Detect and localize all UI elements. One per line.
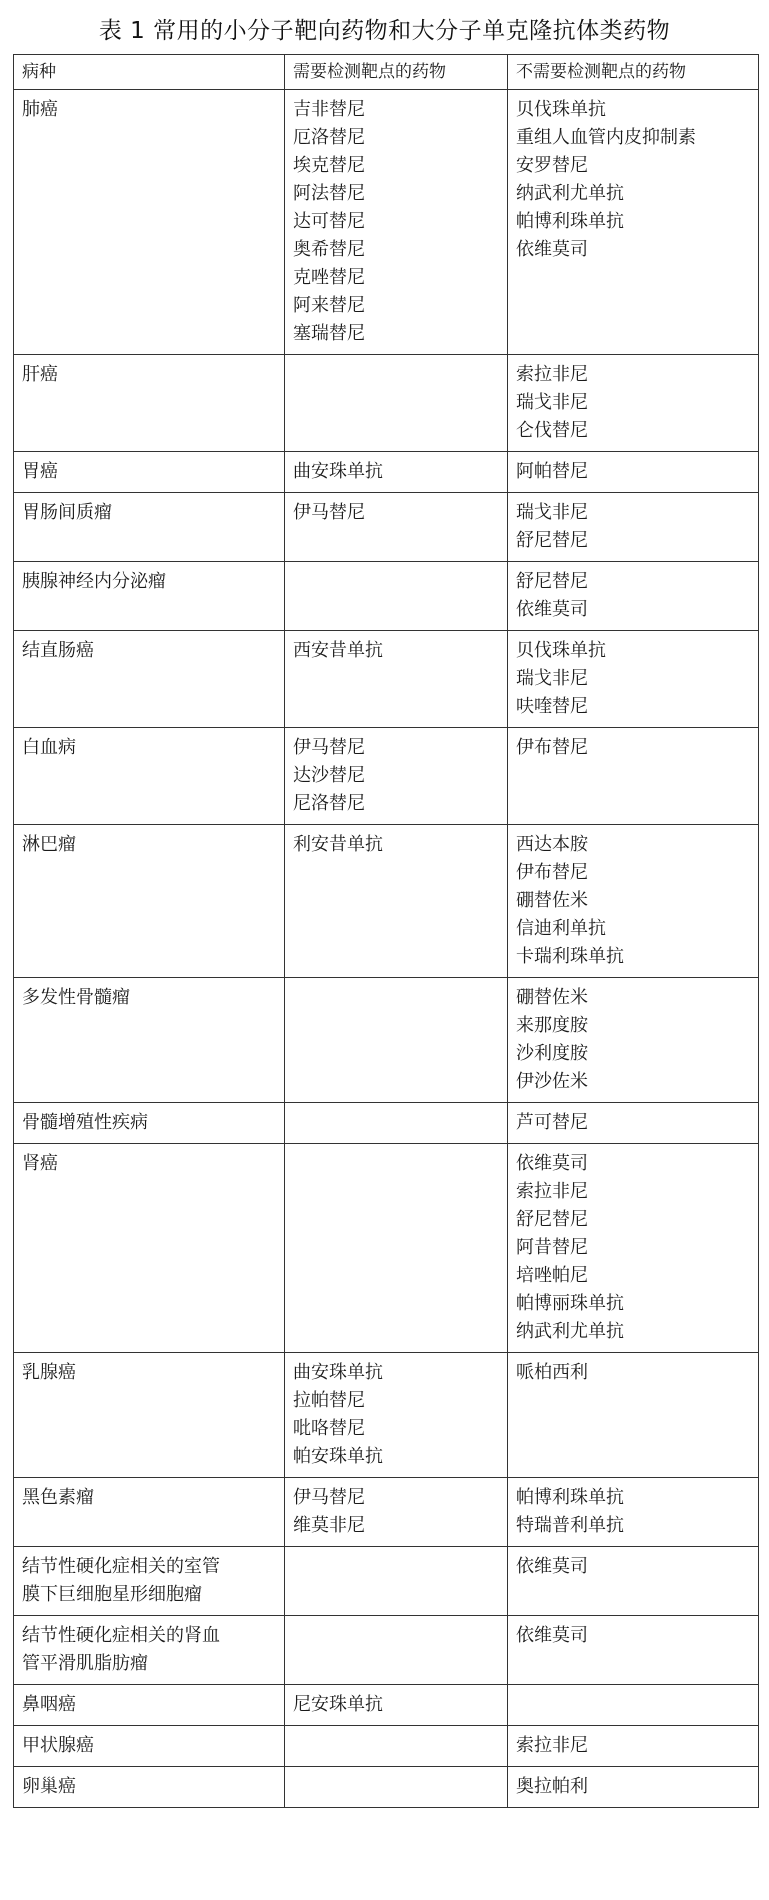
disease-name: 胃癌 (22, 461, 58, 482)
targeted-drugs-cell (285, 1478, 508, 1547)
drug-name: 阿来替尼 (293, 295, 365, 316)
nontargeted-drugs-cell (508, 1103, 759, 1144)
targeted-drugs-cell (285, 90, 508, 355)
nontargeted-drugs-cell (508, 1616, 759, 1685)
drug-name: 瑞戈非尼 (516, 668, 588, 689)
disease-name: 乳腺癌 (22, 1362, 76, 1383)
disease-name: 胰腺神经内分泌瘤 (22, 571, 166, 592)
table-header-row (14, 55, 759, 90)
drug-name: 塞瑞替尼 (293, 323, 365, 344)
table-body (14, 90, 759, 1808)
disease-cell (14, 1144, 285, 1353)
drug-name: 舒尼替尼 (516, 1209, 588, 1230)
drug-name: 纳武利尤单抗 (516, 1321, 624, 1342)
table-row (14, 1478, 759, 1547)
drug-name: 厄洛替尼 (293, 127, 365, 148)
table-row (14, 1547, 759, 1616)
nontargeted-drugs-cell (508, 452, 759, 493)
disease-name: 膜下巨细胞星形细胞瘤 (22, 1584, 202, 1605)
disease-name: 卵巢癌 (22, 1776, 76, 1797)
targeted-drugs-cell (285, 562, 508, 631)
disease-cell (14, 825, 285, 978)
drug-name: 帕博利珠单抗 (516, 1487, 624, 1508)
drug-name: 沙利度胺 (516, 1043, 588, 1064)
targeted-drugs-cell (285, 1616, 508, 1685)
drug-name: 纳武利尤单抗 (516, 183, 624, 204)
table-row (14, 1103, 759, 1144)
disease-cell (14, 978, 285, 1103)
drug-name: 奥拉帕利 (516, 1776, 588, 1797)
drug-name: 伊马替尼 (293, 502, 365, 523)
targeted-drugs-cell (285, 978, 508, 1103)
drug-name: 西安昔单抗 (293, 640, 383, 661)
disease-cell (14, 1685, 285, 1726)
disease-name: 甲状腺癌 (22, 1735, 94, 1756)
drug-name: 依维莫司 (516, 1153, 588, 1174)
drug-name: 瑞戈非尼 (516, 502, 588, 523)
disease-cell (14, 1726, 285, 1767)
targeted-drugs-cell (285, 493, 508, 562)
drug-name: 贝伐珠单抗 (516, 99, 606, 120)
targeted-drugs-cell (285, 452, 508, 493)
disease-name: 肺癌 (22, 99, 58, 120)
disease-cell (14, 1547, 285, 1616)
nontargeted-drugs-cell (508, 1726, 759, 1767)
drug-name: 伊马替尼 (293, 1487, 365, 1508)
disease-name: 骨髓增殖性疾病 (22, 1112, 148, 1133)
disease-name: 白血病 (22, 737, 76, 758)
disease-name: 淋巴瘤 (22, 834, 76, 855)
drug-name: 来那度胺 (516, 1015, 588, 1036)
drug-name: 芦可替尼 (516, 1112, 588, 1133)
table-row (14, 1726, 759, 1767)
drug-name: 埃克替尼 (293, 155, 365, 176)
header-targeted-drugs: 需要检测靶点的药物 (285, 55, 508, 90)
header-nontargeted-drugs: 不需要检测靶点的药物 (508, 55, 759, 90)
table-row (14, 562, 759, 631)
table-row (14, 355, 759, 452)
table-row (14, 452, 759, 493)
drug-name: 帕博利珠单抗 (516, 211, 624, 232)
drug-name: 索拉非尼 (516, 1735, 588, 1756)
drug-name: 帕博丽珠单抗 (516, 1293, 624, 1314)
drug-name: 拉帕替尼 (293, 1390, 365, 1411)
drug-name: 达可替尼 (293, 211, 365, 232)
table-row (14, 1616, 759, 1685)
table-row (14, 1685, 759, 1726)
drug-name: 伊布替尼 (516, 862, 588, 883)
drug-name: 利安昔单抗 (293, 834, 383, 855)
drug-name: 依维莫司 (516, 239, 588, 260)
disease-cell (14, 1103, 285, 1144)
nontargeted-drugs-cell (508, 728, 759, 825)
disease-cell (14, 728, 285, 825)
table-row (14, 493, 759, 562)
disease-cell (14, 1478, 285, 1547)
disease-cell (14, 355, 285, 452)
table-row (14, 978, 759, 1103)
drug-name: 舒尼替尼 (516, 530, 588, 551)
table-title: 表 1 常用的小分子靶向药物和大分子单克隆抗体类药物 (98, 18, 671, 44)
table-row (14, 1144, 759, 1353)
disease-cell (14, 562, 285, 631)
nontargeted-drugs-cell (508, 493, 759, 562)
drug-name: 维莫非尼 (293, 1515, 365, 1536)
disease-name: 多发性骨髓瘤 (22, 987, 130, 1008)
targeted-drugs-cell (285, 1353, 508, 1478)
drug-name: 信迪利单抗 (516, 918, 606, 939)
drug-name: 尼洛替尼 (293, 793, 365, 814)
nontargeted-drugs-cell (508, 1685, 759, 1726)
disease-name: 鼻咽癌 (22, 1694, 76, 1715)
drug-name: 阿法替尼 (293, 183, 365, 204)
nontargeted-drugs-cell (508, 1353, 759, 1478)
disease-name: 管平滑肌脂肪瘤 (22, 1653, 148, 1674)
disease-cell (14, 1767, 285, 1808)
drug-name: 曲安珠单抗 (293, 1362, 383, 1383)
disease-name: 肝癌 (22, 364, 58, 385)
targeted-drugs-cell (285, 1767, 508, 1808)
disease-name: 结节性硬化症相关的室管 (22, 1556, 220, 1577)
disease-name: 胃肠间质瘤 (22, 502, 112, 523)
nontargeted-drugs-cell (508, 1478, 759, 1547)
drug-name: 吉非替尼 (293, 99, 365, 120)
drug-name: 伊布替尼 (516, 737, 588, 758)
nontargeted-drugs-cell (508, 1547, 759, 1616)
table-row (14, 1353, 759, 1478)
drug-name: 曲安珠单抗 (293, 461, 383, 482)
nontargeted-drugs-cell (508, 825, 759, 978)
nontargeted-drugs-cell (508, 1144, 759, 1353)
targeted-drugs-cell (285, 1685, 508, 1726)
drug-name: 贝伐珠单抗 (516, 640, 606, 661)
disease-cell (14, 1353, 285, 1478)
drug-name: 舒尼替尼 (516, 571, 588, 592)
drug-name: 索拉非尼 (516, 364, 588, 385)
disease-name: 肾癌 (22, 1153, 58, 1174)
drug-name: 奥希替尼 (293, 239, 365, 260)
drug-name: 哌柏西利 (516, 1362, 588, 1383)
targeted-drugs-cell (285, 1547, 508, 1616)
disease-cell (14, 493, 285, 562)
drug-name: 伊马替尼 (293, 737, 365, 758)
drug-name: 重组人血管内皮抑制素 (516, 127, 696, 148)
drug-name: 依维莫司 (516, 599, 588, 620)
targeted-drugs-cell (285, 728, 508, 825)
drug-name: 呋喹替尼 (516, 696, 588, 717)
drug-name: 阿昔替尼 (516, 1237, 588, 1258)
targeted-drugs-cell (285, 631, 508, 728)
nontargeted-drugs-cell (508, 562, 759, 631)
disease-cell (14, 90, 285, 355)
targeted-drugs-cell (285, 825, 508, 978)
drug-name: 硼替佐米 (516, 890, 588, 911)
drug-name: 西达本胺 (516, 834, 588, 855)
drug-table (13, 54, 759, 1808)
disease-cell (14, 1616, 285, 1685)
nontargeted-drugs-cell (508, 90, 759, 355)
table-row (14, 90, 759, 355)
drug-name: 阿帕替尼 (516, 461, 588, 482)
drug-name: 依维莫司 (516, 1556, 588, 1577)
drug-name: 卡瑞利珠单抗 (516, 946, 624, 967)
drug-name: 吡咯替尼 (293, 1418, 365, 1439)
disease-name: 黑色素瘤 (22, 1487, 94, 1508)
drug-name: 安罗替尼 (516, 155, 588, 176)
drug-name: 硼替佐米 (516, 987, 588, 1008)
nontargeted-drugs-cell (508, 1767, 759, 1808)
drug-name: 达沙替尼 (293, 765, 365, 786)
disease-name: 结节性硬化症相关的肾血 (22, 1625, 220, 1646)
targeted-drugs-cell (285, 1726, 508, 1767)
targeted-drugs-cell (285, 1103, 508, 1144)
table-row (14, 825, 759, 978)
drug-name: 克唑替尼 (293, 267, 365, 288)
drug-name: 特瑞普利单抗 (516, 1515, 624, 1536)
targeted-drugs-cell (285, 355, 508, 452)
nontargeted-drugs-cell (508, 978, 759, 1103)
disease-name: 结直肠癌 (22, 640, 94, 661)
drug-name: 尼安珠单抗 (293, 1694, 383, 1715)
targeted-drugs-cell (285, 1144, 508, 1353)
table-row (14, 1767, 759, 1808)
nontargeted-drugs-cell (508, 631, 759, 728)
drug-name: 伊沙佐米 (516, 1071, 588, 1092)
disease-cell (14, 631, 285, 728)
table-row (14, 728, 759, 825)
disease-cell (14, 452, 285, 493)
header-disease: 病种 (14, 55, 285, 90)
drug-name: 仑伐替尼 (516, 420, 588, 441)
drug-name: 索拉非尼 (516, 1181, 588, 1202)
drug-name: 帕安珠单抗 (293, 1446, 383, 1467)
drug-name: 依维莫司 (516, 1625, 588, 1646)
drug-name: 瑞戈非尼 (516, 392, 588, 413)
drug-name: 培唑帕尼 (516, 1265, 588, 1286)
table-row (14, 631, 759, 728)
nontargeted-drugs-cell (508, 355, 759, 452)
